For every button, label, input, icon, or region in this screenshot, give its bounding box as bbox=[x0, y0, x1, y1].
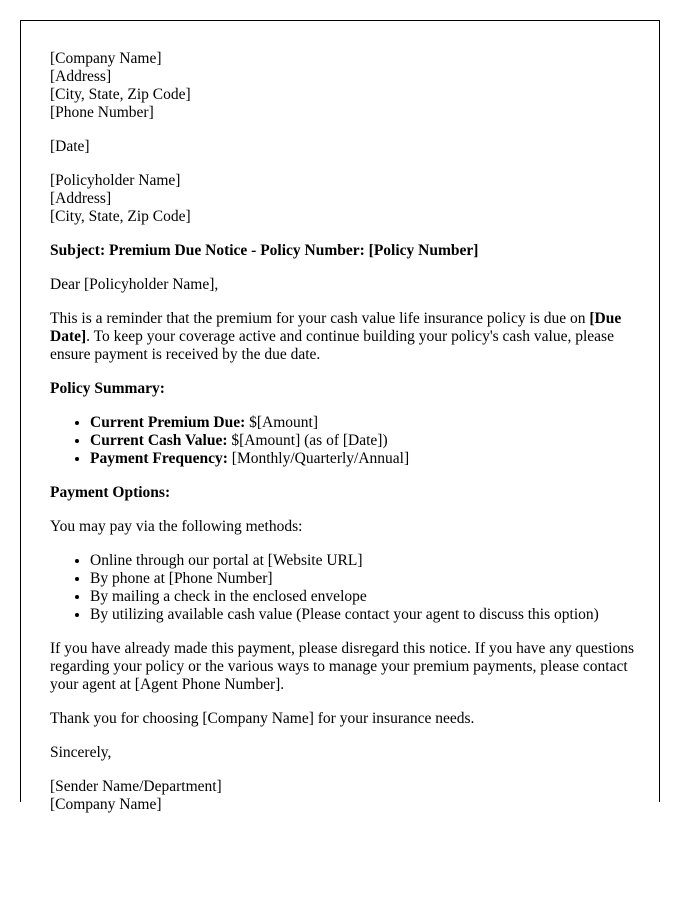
letter-page bbox=[20, 20, 660, 813]
letter-body bbox=[50, 50, 640, 830]
signature-sender-name: [Sender Name/Department] bbox=[50, 778, 222, 795]
due-date: [Due Date] bbox=[50, 310, 622, 345]
payment-options-heading bbox=[50, 484, 640, 502]
subject-text: Subject: Premium Due Notice - Policy Number: [Policy Number] bbox=[50, 242, 479, 259]
payment-options-list bbox=[50, 552, 640, 624]
cash-value-value: $[Amount] (as of [Date]) bbox=[227, 432, 388, 449]
sender-phone: [Phone Number] bbox=[50, 104, 154, 121]
policy-summary-heading-text: Policy Summary: bbox=[50, 380, 165, 397]
salutation: Dear [Policyholder Name], bbox=[50, 276, 219, 293]
payment-frequency-value: [Monthly/Quarterly/Annual] bbox=[227, 450, 410, 467]
sender-block bbox=[50, 50, 640, 122]
policy-summary-list bbox=[50, 414, 640, 468]
premium-due-value: $[Amount] bbox=[245, 414, 319, 431]
intro-text-before: This is a reminder that the premium for your cash value life insurance policy is due on bbox=[50, 310, 590, 327]
premium-due-label: Current Premium Due: bbox=[90, 414, 246, 431]
recipient-city-state-zip: [City, State, Zip Code] bbox=[50, 208, 191, 225]
list-item: • By mailing a check in the enclosed envelope bbox=[90, 588, 640, 606]
intro-text-after: . To keep your coverage active and continue building your policy's cash value, please ensure payment is received by the due date. bbox=[50, 328, 614, 363]
list-item bbox=[90, 414, 640, 432]
subject-line bbox=[50, 242, 640, 260]
list-item: • By phone at [Phone Number] bbox=[90, 570, 640, 588]
signature-company-name: [Company Name] bbox=[50, 796, 162, 813]
recipient-address: [Address] bbox=[50, 190, 112, 207]
signature-block bbox=[50, 778, 640, 814]
sender-company-name: [Company Name] bbox=[50, 50, 162, 67]
cash-value-label: Current Cash Value: bbox=[90, 432, 228, 449]
closing: Sincerely, bbox=[50, 744, 112, 761]
sender-city-state-zip: [City, State, Zip Code] bbox=[50, 86, 191, 103]
letter-date: [Date] bbox=[50, 138, 90, 155]
recipient-block bbox=[50, 172, 640, 226]
list-item bbox=[90, 450, 640, 468]
disregard-paragraph: If you have already made this payment, please disregard this notice. If you have any questions regarding your policy or the various ways to manage your premium payments, please contact your agent at [Agent Phone Number]. bbox=[50, 640, 635, 693]
list-item: • Online through our portal at [Website URL] bbox=[90, 552, 640, 570]
intro-paragraph bbox=[50, 310, 640, 364]
list-item bbox=[90, 432, 640, 450]
policy-summary-heading bbox=[50, 380, 640, 398]
payment-frequency-label: Payment Frequency: bbox=[90, 450, 228, 467]
thanks-paragraph: Thank you for choosing [Company Name] for your insurance needs. bbox=[50, 710, 475, 727]
payment-options-intro: You may pay via the following methods: bbox=[50, 518, 303, 535]
list-item: • By utilizing available cash value (Please contact your agent to discuss this option) bbox=[90, 606, 640, 624]
sender-address: [Address] bbox=[50, 68, 112, 85]
payment-options-heading-text: Payment Options: bbox=[50, 484, 171, 501]
recipient-name: [Policyholder Name] bbox=[50, 172, 181, 189]
